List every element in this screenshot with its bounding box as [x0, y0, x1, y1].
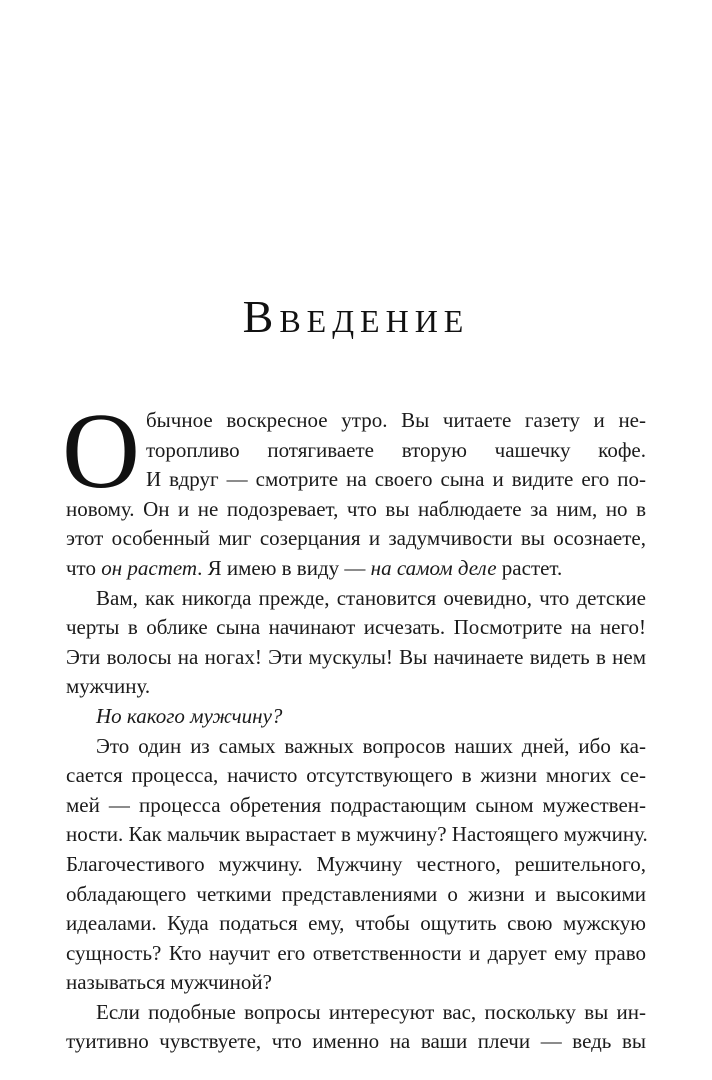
text-line: туитивно чувствуете, что именно на ваши плечи — ведь вы — [66, 1029, 646, 1054]
chapter-title: Введение — [242, 290, 470, 342]
text-line: торопливо потягиваете вторую чашечку кофе. — [146, 437, 646, 462]
emphasis-text: Но какого мужчину? — [96, 703, 283, 728]
text-line: сается процесса, начисто отсутствующего в жизни многих се- — [66, 763, 646, 788]
text-line: Это один из самых важных вопросов наших дней, ибо ка- — [96, 733, 646, 758]
text-line — [66, 702, 646, 732]
paragraph-5 — [66, 998, 646, 1057]
drop-cap-letter: О — [62, 392, 140, 511]
text-line: что он растет. Я имею в виду — на самом деле растет. — [66, 555, 563, 580]
text-line: Эти волосы на ногах! Эти мускулы! Вы начинаете видеть в нем — [66, 644, 646, 669]
body-text — [62, 392, 648, 1057]
paragraph-2 — [66, 584, 646, 702]
emphasis-text: он растет — [101, 555, 198, 580]
text-line: идеалами. Куда податься ему, чтобы ощутить свою мужскую — [66, 911, 646, 936]
text-line: мужчину. — [66, 674, 151, 699]
text-line: новому. Он и не подозревает, что вы наблюдаете за ним, но в — [66, 496, 646, 521]
paragraph-1 — [62, 392, 646, 584]
text-line: черты в облике сына начинают исчезать. Посмотрите на него! — [66, 615, 646, 640]
text-line: Если подобные вопросы интересуют вас, поскольку вы ин- — [96, 999, 646, 1024]
text-line: мей — процесса обретения подрастающим сыном мужествен- — [66, 792, 646, 817]
text-line: И вдруг — смотрите на своего сына и видите его по- — [146, 467, 646, 492]
emphasis-text: на самом деле — [370, 555, 497, 580]
text-line: обладающего четкими представлениями о жизни и высокими — [66, 881, 646, 906]
text-line: Благочестивого мужчину. Мужчину честного, решительного, — [66, 851, 646, 876]
paragraph-4 — [66, 732, 646, 998]
text-line: сущность? Кто научит его ответственности и дарует ему право — [66, 940, 646, 965]
text-line: ности. Как мальчик вырастает в мужчину? Настоящего мужчину. — [66, 822, 648, 847]
text-line: этот особенный миг созерцания и задумчивости вы осознаете, — [66, 526, 646, 551]
paragraph-3 — [66, 702, 646, 732]
text-line: называться мужчиной? — [66, 970, 272, 995]
text-line: Вам, как никогда прежде, становится очевидно, что детские — [96, 585, 646, 610]
text-line: бычное воскресное утро. Вы читаете газету и не- — [146, 408, 646, 432]
